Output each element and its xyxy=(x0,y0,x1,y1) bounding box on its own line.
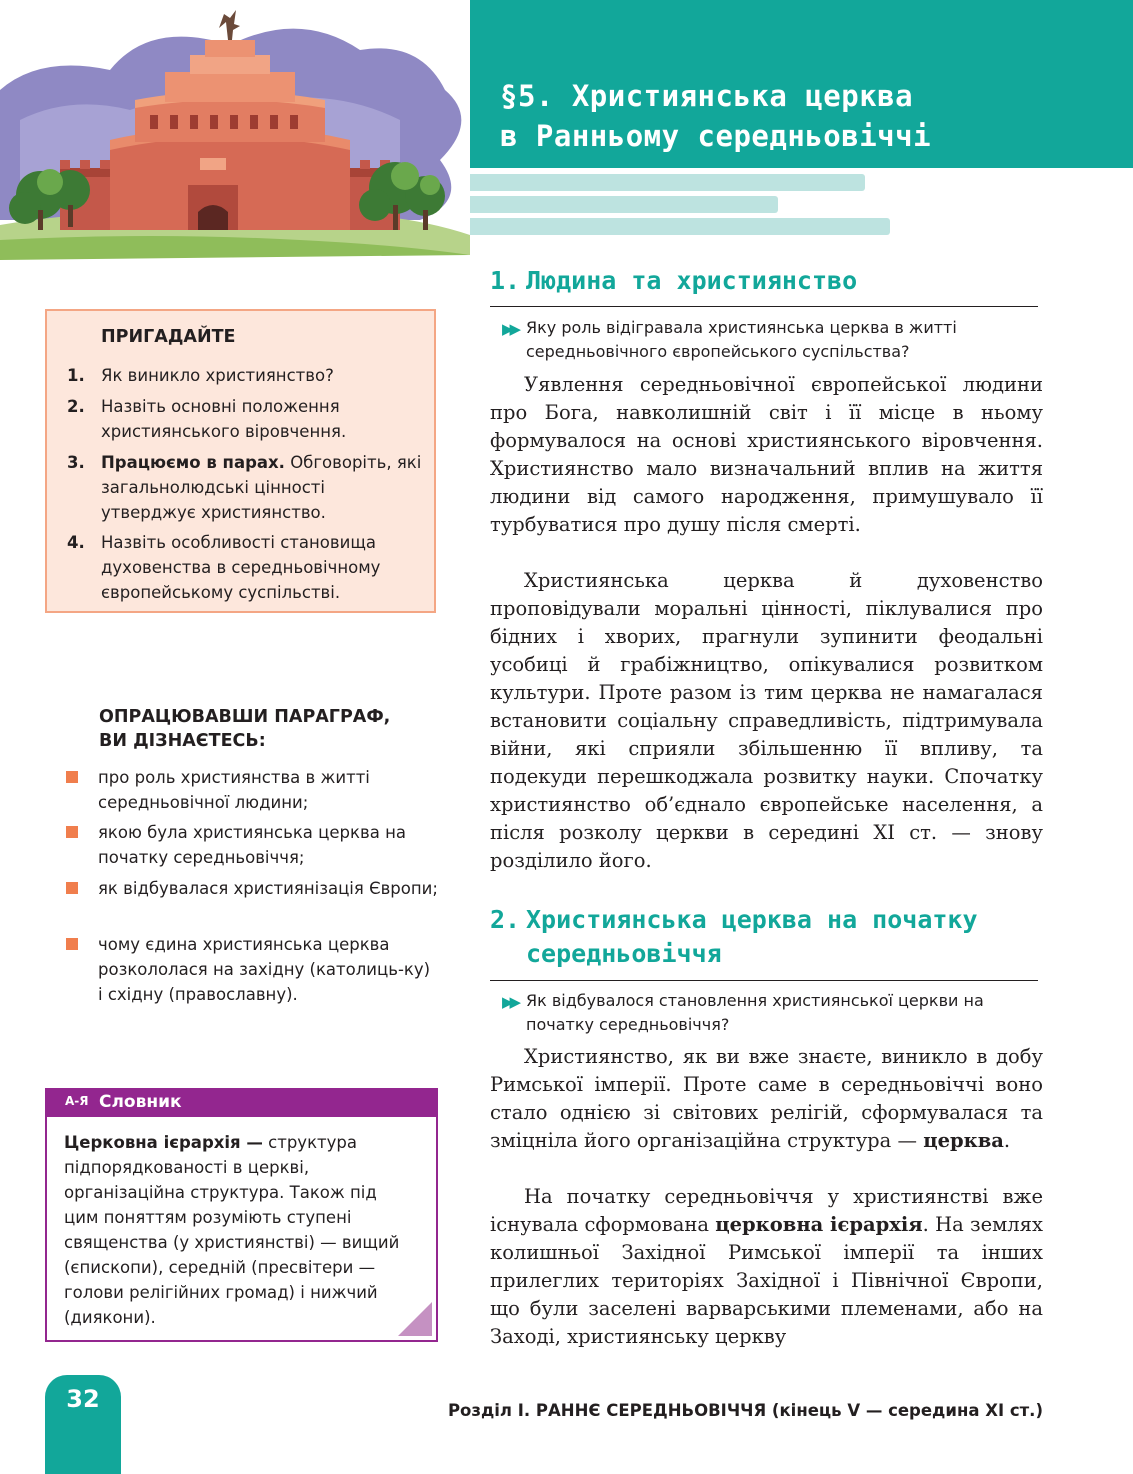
paragraph-end: . На землях колишньої Західної Римської імперії та інших прилеглих територіях Західної і Північної Європи, що були заселені варварськими племенами, або на Заході, християнську церкву xyxy=(490,1213,1043,1348)
orange-square-bullet-icon xyxy=(66,826,78,838)
item-text: Назвіть особливості становища духовенства в середньовічному європейському суспільстві. xyxy=(101,533,381,602)
section-title-line-1: Християнська церква на початку xyxy=(526,905,978,934)
page-tab xyxy=(45,1375,121,1474)
header-stripe xyxy=(470,174,865,191)
body-paragraph: Уявлення середньовічної європейської людини про Бога, навколишній світ і її місце в ньому формувалося на основі християнського віровчення. Християнство мало визначальний вплив на життя людини від самого народження, примушувало її турбуватися про душу після смерті. xyxy=(490,373,1043,536)
paragraph-title xyxy=(500,76,931,156)
heading-rule xyxy=(490,980,1038,981)
section-1-question xyxy=(502,316,1026,364)
remember-box xyxy=(45,309,436,613)
dictionary-title: Словник xyxy=(99,1092,182,1112)
item-number: 3. xyxy=(67,453,85,472)
learn-item xyxy=(66,765,438,815)
dictionary-box xyxy=(45,1088,438,1342)
double-arrow-icon: ▶▶ xyxy=(502,993,518,1011)
section-number: 2. xyxy=(490,905,521,934)
section-2-question xyxy=(502,989,1026,1037)
section-title-line-2: середньовіччя xyxy=(526,939,722,968)
orange-square-bullet-icon xyxy=(66,771,78,783)
dictionary-term: Церковна ієрархія — xyxy=(64,1133,263,1152)
question-text: Як відбувалося становлення християнської церкви на початку середньовіччя? xyxy=(526,991,984,1034)
remember-item xyxy=(67,363,423,388)
body-paragraph xyxy=(490,1183,1043,1351)
remember-title: ПРИГАДАЙТЕ xyxy=(101,327,236,347)
header-stripe xyxy=(470,196,778,213)
learn-item xyxy=(66,932,438,1007)
paragraph-end: . xyxy=(1003,1129,1011,1152)
section-title: Людина та християнство xyxy=(526,266,858,295)
item-text: Як виникло християнство? xyxy=(101,366,334,385)
dictionary-header xyxy=(47,1090,436,1117)
remember-item xyxy=(67,394,423,444)
learn-item-text: якою була християнська церква на початку середньовіччя; xyxy=(98,823,406,867)
key-term: церква xyxy=(923,1129,1004,1152)
learn-item-text: як відбувалася християнізація Європи; xyxy=(98,879,438,898)
item-rest-text: Обговоріть, які загальнолюдські цінності утверджує християнство. xyxy=(101,453,422,522)
item-text xyxy=(101,450,423,525)
orange-square-bullet-icon xyxy=(66,938,78,950)
learn-item-text: про роль християнства в житті середньовічної людини; xyxy=(98,768,370,812)
header-stripe xyxy=(470,218,890,235)
title-line-1: §5. Християнська церква xyxy=(500,79,914,113)
item-bold-text: Працюємо в парах. xyxy=(101,453,285,472)
paragraph-text: На початку середньовіччя у християнстві вже існувала сформована xyxy=(490,1185,1043,1236)
learn-item xyxy=(66,876,438,901)
remember-item xyxy=(67,530,423,605)
orange-square-bullet-icon xyxy=(66,882,78,894)
dictionary-definition: структура підпорядкованості в церкві, організаційна структура. Також під цим поняттям розуміють ступені священства (у християнстві) — вищий (єпископи), середній (пресвітери — голови релігійних громад) і нижчий (диякони). xyxy=(64,1133,400,1327)
learn-title-line-2: ВИ ДІЗНАЄТЕСЬ: xyxy=(99,731,266,751)
body-paragraph: Християнська церква й духовенство проповідували моральні цінності, піклувалися про бідних і хворих, прагнули зупинити феодальні усобиці й грабіжництво, опікувалися розвитком культури. Проте разом із тим церква не намагалася встановити соціальну справедливість, підтримувала війни, які сприяли збільшенню її впливу, та подекуди перешкоджала розвитку науки. Спочатку християнство об’єднало європейське населення, а після розколу церкви в середині XI ст. — знову розділило його. xyxy=(490,569,1043,872)
body-paragraph xyxy=(490,1043,1043,1155)
item-number: 4. xyxy=(67,533,85,552)
page-number: 32 xyxy=(66,1385,100,1413)
heading-rule xyxy=(490,306,1038,307)
dictionary-entry xyxy=(64,1130,409,1330)
section-2-heading xyxy=(490,903,1050,971)
key-term: церковна ієрархія xyxy=(715,1213,923,1236)
item-number: 2. xyxy=(67,397,85,416)
title-line-2: в Ранньому середньовіччі xyxy=(500,119,932,153)
corner-fold-icon xyxy=(398,1302,432,1336)
learn-item xyxy=(66,820,438,870)
double-arrow-icon: ▶▶ xyxy=(502,320,518,338)
section-number: 1. xyxy=(490,266,521,295)
paragraph-text: Християнство, як ви вже знаєте, виникло в добу Римської імперії. Проте саме в середньовіччі воно стало однією зі світових релігій, сформувалася та зміцніла його організаційна структура — xyxy=(490,1045,1043,1152)
running-footer: Розділ І. РАННЄ СЕРЕДНЬОВІЧЧЯ (кінець V — середина XI ст.) xyxy=(447,1401,1043,1420)
item-text: Назвіть основні положення християнського віровчення. xyxy=(101,397,347,441)
learn-title xyxy=(99,705,390,753)
remember-item xyxy=(67,450,423,525)
castle-illustration xyxy=(0,0,500,260)
section-1-heading xyxy=(490,264,857,298)
question-text: Яку роль відігравала християнська церква в житті середньовічного європейського суспільства? xyxy=(526,318,957,361)
learn-item-text: чому єдина християнська церква розкололася на західну (католиць-ку) і східну (православну). xyxy=(98,935,431,1004)
dictionary-icon: А-Я xyxy=(65,1094,89,1108)
item-number: 1. xyxy=(67,366,85,385)
learn-title-line-1: ОПРАЦЮВАВШИ ПАРАГРАФ, xyxy=(99,707,391,727)
